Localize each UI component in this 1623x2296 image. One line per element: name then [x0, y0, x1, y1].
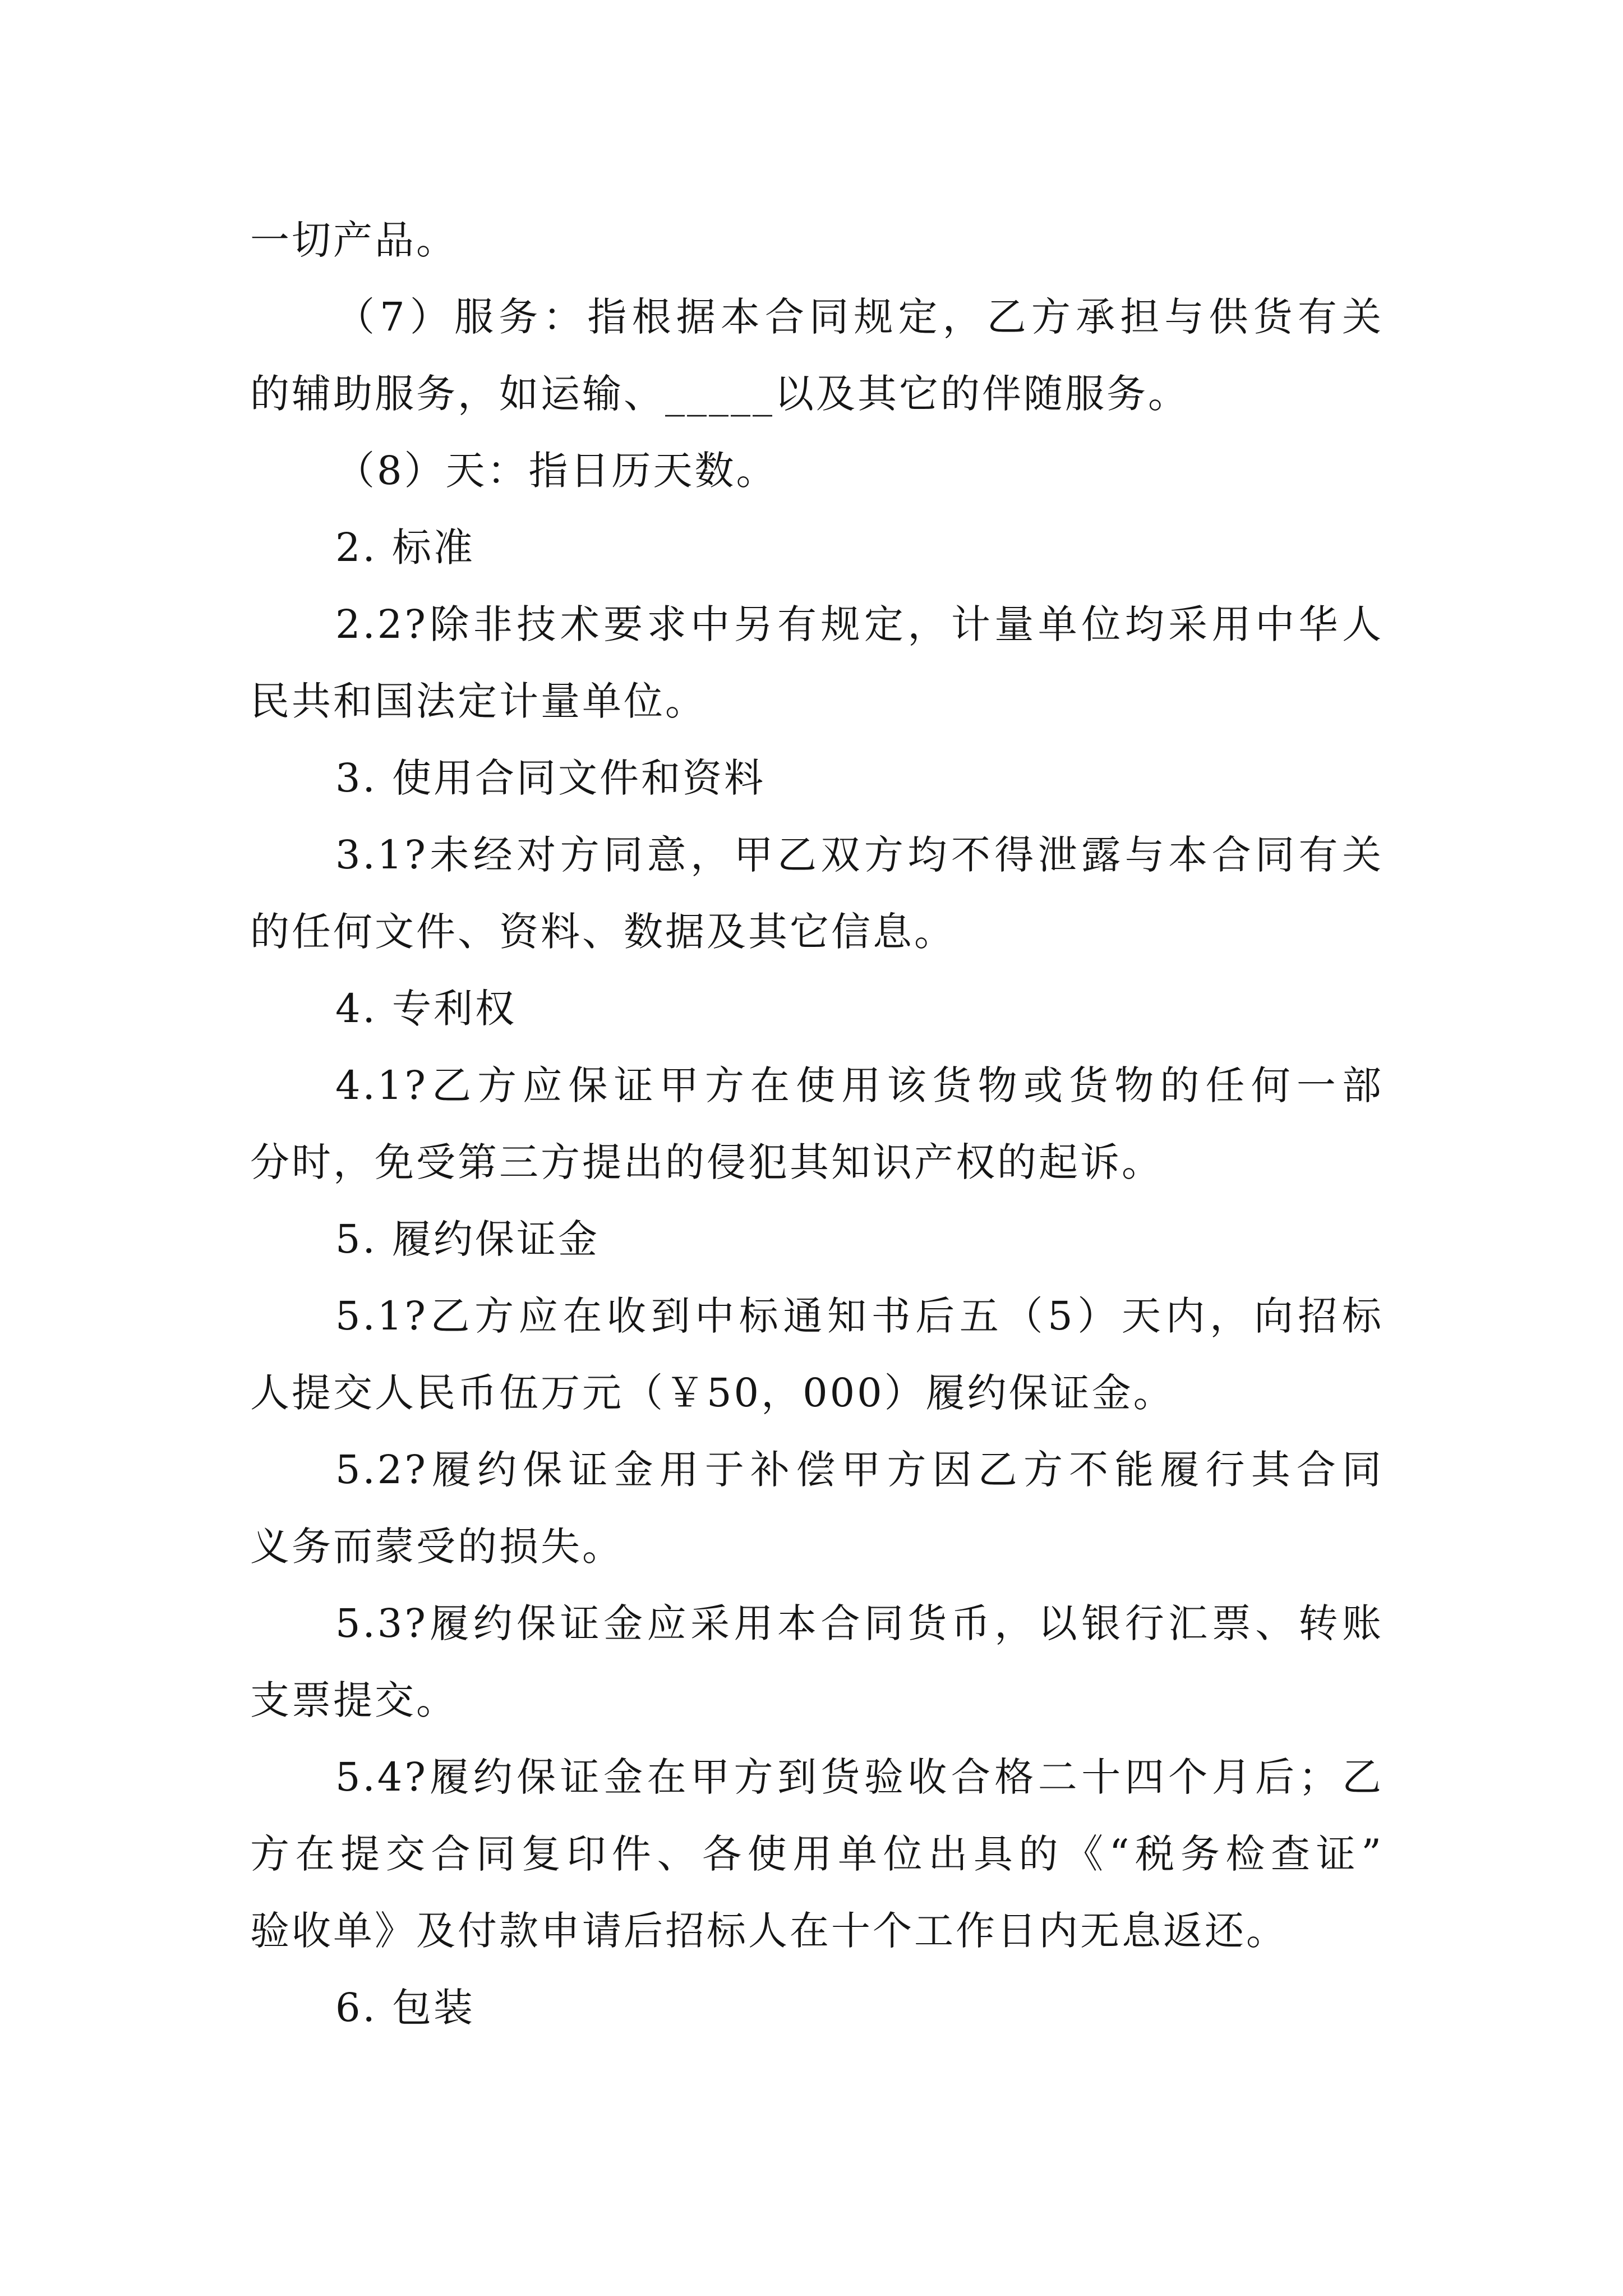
text-line: 义务而蒙受的损失。	[250, 1524, 624, 1570]
section-heading	[250, 1970, 1384, 2046]
section-heading	[250, 1201, 1384, 1278]
paragraph	[250, 1585, 1384, 1739]
text-line: 的辅助服务，如运输、_____以及其它的伴随服务。	[250, 371, 1189, 417]
paragraph	[250, 1432, 1384, 1585]
section-heading	[250, 970, 1384, 1047]
paragraph	[250, 1047, 1384, 1201]
heading-text: 5. 履约保证金	[335, 1216, 600, 1262]
heading-text: 3. 使用合同文件和资料	[335, 755, 766, 801]
paragraph	[250, 432, 1384, 509]
text-line: 人提交人民币伍万元（￥50，000）履约保证金。	[250, 1370, 1175, 1416]
text-line: 5.4?履约保证金在甲方到货验收合格二十四个月后；乙	[335, 1754, 1384, 1800]
document-body	[250, 202, 1384, 2046]
text-line: 5.2?履约保证金用于补偿甲方因乙方不能履行其合同	[335, 1447, 1384, 1493]
paragraph	[250, 817, 1384, 970]
paragraph	[250, 279, 1384, 432]
text-line: （7）服务：指根据本合同规定，乙方承担与供货有关	[335, 294, 1384, 340]
section-heading	[250, 509, 1384, 586]
text-line: 5.3?履约保证金应采用本合同货币，以银行汇票、转账	[335, 1600, 1384, 1646]
section-heading	[250, 740, 1384, 817]
text-line: 分时，免受第三方提出的侵犯其知识产权的起诉。	[250, 1139, 1163, 1185]
paragraph	[250, 586, 1384, 740]
paragraph	[250, 1278, 1384, 1432]
heading-text: 6. 包装	[335, 1985, 476, 2031]
text-line: （8）天：指日历天数。	[335, 448, 778, 494]
text-line: 5.1?乙方应在收到中标通知书后五（5）天内，向招标	[335, 1293, 1384, 1339]
text-line: 一切产品。	[250, 217, 458, 263]
text-line: 4.1?乙方应保证甲方在使用该货物或货物的任何一部	[335, 1062, 1384, 1108]
text-line: 2.2?除非技术要求中另有规定，计量单位均采用中华人	[335, 601, 1384, 647]
text-line: 3.1?未经对方同意，甲乙双方均不得泄露与本合同有关	[335, 832, 1384, 878]
heading-text: 2. 标准	[335, 524, 476, 570]
heading-text: 4. 专利权	[335, 986, 517, 1032]
text-line: 验收单》及付款申请后招标人在十个工作日内无息返还。	[250, 1908, 1288, 1954]
text-line: 支票提交。	[250, 1677, 458, 1723]
text-line: 的任何文件、资料、数据及其它信息。	[250, 909, 956, 955]
paragraph	[250, 1739, 1384, 1970]
text-line: 民共和国法定计量单位。	[250, 678, 707, 724]
text-line: 方在提交合同复印件、各使用单位出具的《“税务检查证”	[250, 1831, 1384, 1877]
paragraph	[250, 202, 1384, 279]
